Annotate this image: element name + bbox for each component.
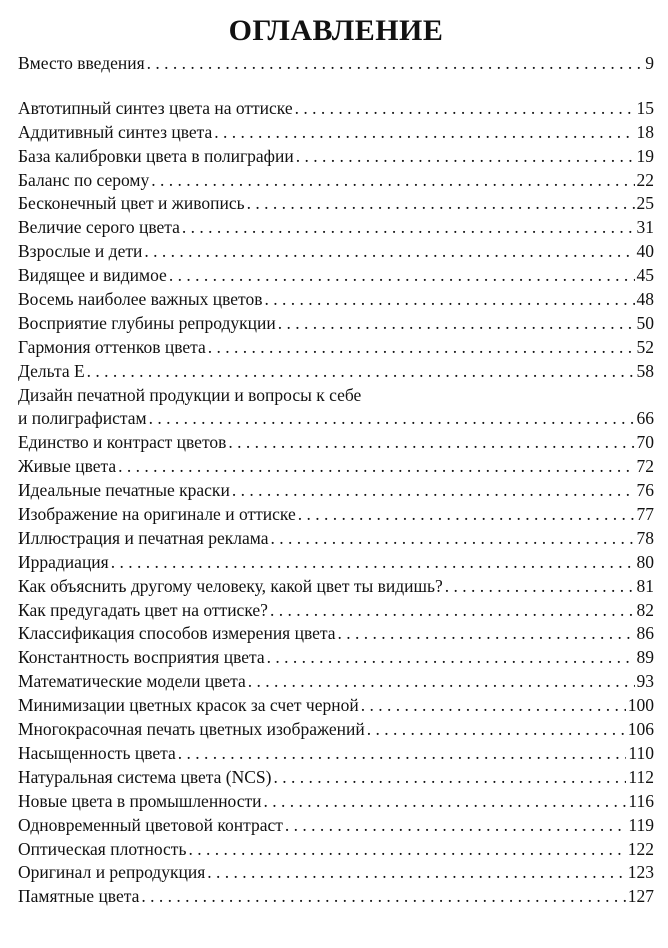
toc-entry[interactable] bbox=[18, 312, 654, 336]
toc-entry-title: Величие серого цвета bbox=[18, 217, 180, 238]
toc-entry-page: 25 bbox=[636, 193, 654, 214]
dot-leader bbox=[270, 599, 635, 623]
toc-entry-title: Восемь наиболее важных цветов bbox=[18, 289, 263, 310]
dot-leader bbox=[298, 503, 635, 527]
toc-entry-page: 45 bbox=[636, 265, 654, 286]
toc-entry-page: 119 bbox=[628, 814, 654, 835]
dot-leader bbox=[214, 121, 634, 145]
toc-entry-title: Изображение на оригинале и оттиске bbox=[18, 504, 296, 525]
toc-entry-page: 9 bbox=[645, 53, 654, 73]
toc-entry[interactable] bbox=[18, 790, 654, 814]
dot-leader bbox=[147, 52, 644, 76]
toc-entry[interactable] bbox=[18, 646, 654, 670]
toc-entry[interactable] bbox=[18, 479, 654, 503]
toc-entry-page: 31 bbox=[636, 217, 654, 238]
toc-entry-title: Минимизации цветных красок за счет черной bbox=[18, 695, 359, 716]
toc-entry[interactable] bbox=[18, 431, 654, 455]
toc-entry-title: Одновременный цветовой контраст bbox=[18, 814, 283, 835]
dot-leader bbox=[144, 240, 634, 264]
toc-entry-title: Константность восприятия цвета bbox=[18, 647, 265, 668]
dot-leader bbox=[295, 97, 635, 121]
toc-entry[interactable] bbox=[18, 742, 654, 766]
toc-entry[interactable] bbox=[18, 336, 654, 360]
toc-entry[interactable] bbox=[18, 503, 654, 527]
toc-entry[interactable] bbox=[18, 885, 654, 909]
dot-leader bbox=[208, 336, 635, 360]
toc-entry-page: 82 bbox=[636, 599, 654, 620]
toc-entry[interactable] bbox=[18, 718, 654, 742]
toc-entry-page: 93 bbox=[636, 671, 654, 692]
toc-entry-page: 48 bbox=[636, 289, 654, 310]
dot-leader bbox=[361, 694, 626, 718]
dot-leader bbox=[267, 646, 635, 670]
toc-entry-page: 77 bbox=[636, 504, 654, 525]
toc-entry-title: Гармония оттенков цвета bbox=[18, 336, 206, 357]
dot-leader bbox=[445, 575, 635, 599]
toc-entry[interactable] bbox=[18, 814, 654, 838]
dot-leader bbox=[285, 814, 626, 838]
dot-leader bbox=[278, 312, 635, 336]
dot-leader bbox=[273, 766, 626, 790]
toc-entry-title: Классификация способов измерения цвета bbox=[18, 623, 336, 644]
toc-entry-page: 123 bbox=[627, 862, 654, 883]
toc-entry[interactable] bbox=[18, 145, 654, 169]
toc-entry[interactable] bbox=[18, 52, 654, 76]
dot-leader bbox=[270, 527, 634, 551]
toc-entry-page: 112 bbox=[628, 766, 654, 787]
toc-entry-page: 72 bbox=[636, 456, 654, 477]
toc-entry[interactable] bbox=[18, 575, 654, 599]
toc-entry[interactable] bbox=[18, 240, 654, 264]
dot-leader bbox=[188, 838, 625, 862]
dot-leader bbox=[182, 216, 635, 240]
toc-entry[interactable] bbox=[18, 694, 654, 718]
toc-entry-page: 122 bbox=[627, 838, 654, 859]
toc-entry-title: Взрослые и дети bbox=[18, 241, 143, 262]
toc-entry-page: 86 bbox=[636, 623, 654, 644]
table-of-contents-page bbox=[18, 0, 654, 909]
toc-entry-page: 50 bbox=[636, 312, 654, 333]
toc-entry[interactable] bbox=[18, 527, 654, 551]
toc-entry-page: 81 bbox=[636, 575, 654, 596]
toc-entry-title: и полиграфистам bbox=[18, 408, 147, 429]
toc-entry[interactable] bbox=[18, 384, 654, 432]
dot-leader bbox=[118, 455, 634, 479]
toc-entry-title: Натуральная система цвета (NCS) bbox=[18, 766, 272, 787]
toc-entry-page: 18 bbox=[636, 121, 654, 142]
toc-entry-page: 110 bbox=[628, 742, 654, 763]
toc-entry-page: 70 bbox=[636, 432, 654, 453]
toc-entry-page: 89 bbox=[636, 647, 654, 668]
dot-leader bbox=[264, 288, 634, 312]
toc-entry-page: 40 bbox=[636, 241, 654, 262]
dot-leader bbox=[338, 622, 635, 646]
toc-entry-title: Видящее и видимое bbox=[18, 265, 167, 286]
page-title: ОГЛАВЛЕНИЕ bbox=[228, 14, 444, 47]
toc-entry[interactable] bbox=[18, 622, 654, 646]
toc-entry[interactable] bbox=[18, 455, 654, 479]
toc-entry-page: 116 bbox=[628, 790, 654, 811]
toc-entry-title: Как объяснить другому человеку, какой цвет ты видишь? bbox=[18, 575, 443, 596]
toc-entry-title: Иллюстрация и печатная реклама bbox=[18, 527, 269, 548]
toc-list bbox=[18, 97, 654, 909]
toc-entry-title: Оптическая плотность bbox=[18, 838, 187, 859]
toc-entry-page: 76 bbox=[636, 480, 654, 501]
dot-leader bbox=[232, 479, 635, 503]
toc-entry-title: Единство и контраст цветов bbox=[18, 432, 227, 453]
toc-entry-page: 22 bbox=[636, 169, 654, 190]
dot-leader bbox=[247, 192, 635, 216]
toc-entry-title: Вместо введения bbox=[18, 53, 145, 73]
toc-entry-page: 100 bbox=[627, 695, 654, 716]
toc-entry[interactable] bbox=[18, 861, 654, 885]
toc-entry-title: Восприятие глубины репродукции bbox=[18, 312, 276, 333]
dot-leader bbox=[141, 885, 625, 909]
dot-leader bbox=[248, 670, 635, 694]
toc-entry-page: 80 bbox=[636, 551, 654, 572]
toc-entry-title: Иррадиация bbox=[18, 551, 109, 572]
toc-entry-title: База калибровки цвета в полиграфии bbox=[18, 145, 294, 166]
dot-leader bbox=[169, 264, 635, 288]
toc-entry-title: Бесконечный цвет и живопись bbox=[18, 193, 245, 214]
toc-entry[interactable] bbox=[18, 766, 654, 790]
toc-entry[interactable] bbox=[18, 121, 654, 145]
toc-entry-title: Памятные цвета bbox=[18, 886, 140, 907]
toc-entry-title: Математические модели цвета bbox=[18, 671, 246, 692]
dot-leader bbox=[178, 742, 627, 766]
toc-entry[interactable] bbox=[18, 838, 654, 862]
toc-entry[interactable] bbox=[18, 192, 654, 216]
toc-entry[interactable] bbox=[18, 169, 654, 193]
toc-entry-page: 15 bbox=[636, 97, 654, 118]
toc-entry-title: Аддитивный синтез цвета bbox=[18, 121, 213, 142]
toc-entry-title: Дельта Е bbox=[18, 360, 85, 381]
toc-entry[interactable] bbox=[18, 264, 654, 288]
dot-leader bbox=[228, 431, 634, 455]
dot-leader bbox=[151, 169, 634, 193]
toc-entry-title: Как предугадать цвет на оттиске? bbox=[18, 599, 268, 620]
toc-entry[interactable] bbox=[18, 599, 654, 623]
toc-entry-title-line1: Дизайн печатной продукции и вопросы к себе bbox=[18, 384, 362, 405]
toc-entry-page: 52 bbox=[636, 336, 654, 357]
intro-list bbox=[18, 52, 654, 76]
dot-leader bbox=[367, 718, 626, 742]
toc-entry[interactable] bbox=[18, 670, 654, 694]
toc-entry[interactable] bbox=[18, 216, 654, 240]
toc-entry-page: 19 bbox=[636, 145, 654, 166]
toc-entry-page: 58 bbox=[636, 360, 654, 381]
dot-leader bbox=[111, 551, 635, 575]
toc-entry-title: Идеальные печатные краски bbox=[18, 480, 230, 501]
toc-entry[interactable] bbox=[18, 360, 654, 384]
toc-entry-title: Многокрасочная печать цветных изображений bbox=[18, 719, 365, 740]
toc-entry-title: Живые цвета bbox=[18, 456, 117, 477]
toc-entry-page: 106 bbox=[627, 719, 654, 740]
dot-leader bbox=[149, 407, 635, 431]
toc-entry[interactable] bbox=[18, 551, 654, 575]
dot-leader bbox=[264, 790, 627, 814]
toc-entry[interactable] bbox=[18, 97, 654, 121]
toc-entry-title: Баланс по серому bbox=[18, 169, 150, 190]
toc-entry-title: Оригинал и репродукция bbox=[18, 862, 206, 883]
toc-entry-page: 127 bbox=[627, 886, 654, 907]
toc-entry-title: Автотипный синтез цвета на оттиске bbox=[18, 97, 293, 118]
toc-entry-title: Новые цвета в промышленности bbox=[18, 790, 262, 811]
dot-leader bbox=[296, 145, 635, 169]
toc-entry-title: Насыщенность цвета bbox=[18, 742, 176, 763]
toc-entry[interactable] bbox=[18, 288, 654, 312]
toc-entry-page: 78 bbox=[636, 527, 654, 548]
dot-leader bbox=[207, 861, 626, 885]
toc-entry-page: 66 bbox=[636, 408, 654, 429]
dot-leader bbox=[87, 360, 635, 384]
